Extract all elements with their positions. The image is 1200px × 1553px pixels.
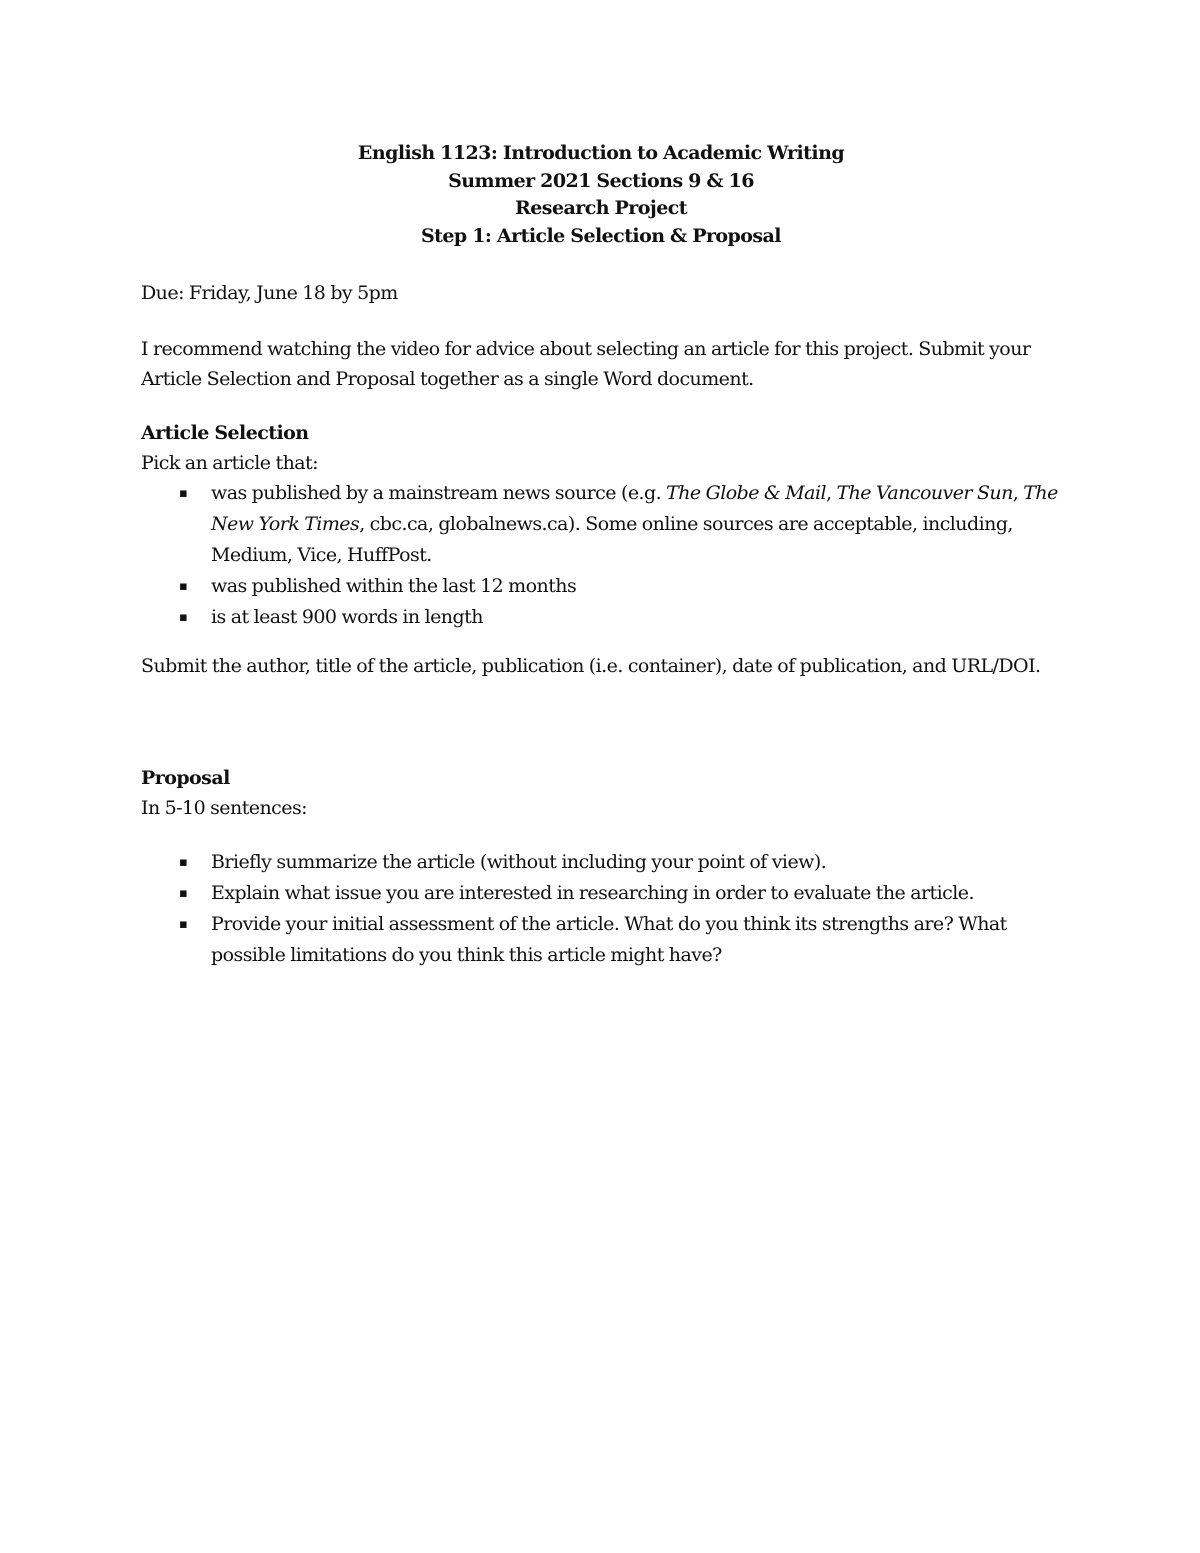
list-item: ▪ is at least 900 words in length <box>141 602 1061 633</box>
square-bullet-icon: ▪ <box>179 917 188 932</box>
step-rest: : Article Selection & Proposal <box>484 224 781 247</box>
title-block <box>141 140 1061 250</box>
source-new-york-times: The New York Times <box>211 482 1058 535</box>
proposal-list <box>141 847 1061 971</box>
source-globe-mail: The Globe & Mail <box>666 482 827 504</box>
square-bullet-icon: ▪ <box>179 579 188 594</box>
square-bullet-icon: ▪ <box>179 855 188 870</box>
proposal-heading: Proposal <box>141 767 230 789</box>
step-title <box>141 223 1061 251</box>
project-title: Research Project <box>515 197 687 219</box>
due-date: Due: Friday, June 18 by 5pm <box>141 282 398 304</box>
document-body <box>141 140 1061 971</box>
term-sections: Summer 2021 Sections 9 & 16 <box>448 169 754 192</box>
square-bullet-icon: ▪ <box>179 486 188 501</box>
intro-paragraph: I recommend watching the video for advice about selecting an article for this project. Submit your Article Selection and Proposal together as a single Word document. <box>141 338 1031 390</box>
article-selection-lead: Pick an article that: <box>141 452 318 474</box>
list-item: ▪ was published by a mainstream news source (e.g. The Globe & Mail, The Vancouver Sun, The New York Times, cbc.ca, globalnews.ca). Some online sources are acceptable, including, Medium, Vice, HuffPost. <box>141 478 1061 571</box>
article-criteria-list <box>141 478 1061 633</box>
list-item: ▪ Explain what issue you are interested in researching in order to evaluate the article. <box>141 878 1061 909</box>
list-item: ▪ was published within the last 12 months <box>141 571 1061 602</box>
submit-instructions: Submit the author, title of the article, publication (i.e. container), date of publication, and URL/DOI. <box>141 655 1041 677</box>
square-bullet-icon: ▪ <box>179 886 188 901</box>
source-vancouver-sun: The Vancouver Sun <box>836 482 1013 504</box>
step-prefix: Step 1 <box>421 224 485 247</box>
proposal-lead: In 5-10 sentences: <box>141 797 307 819</box>
course-title: English 1123: Introduction to Academic Writing <box>357 142 845 164</box>
article-selection-heading: Article Selection <box>141 422 309 444</box>
square-bullet-icon: ▪ <box>179 610 188 625</box>
list-item: ▪ Briefly summarize the article (without including your point of view). <box>141 847 1061 878</box>
list-item: ▪ Provide your initial assessment of the article. What do you think its strengths are? What possible limitations do you think this article might have? <box>141 909 1061 971</box>
